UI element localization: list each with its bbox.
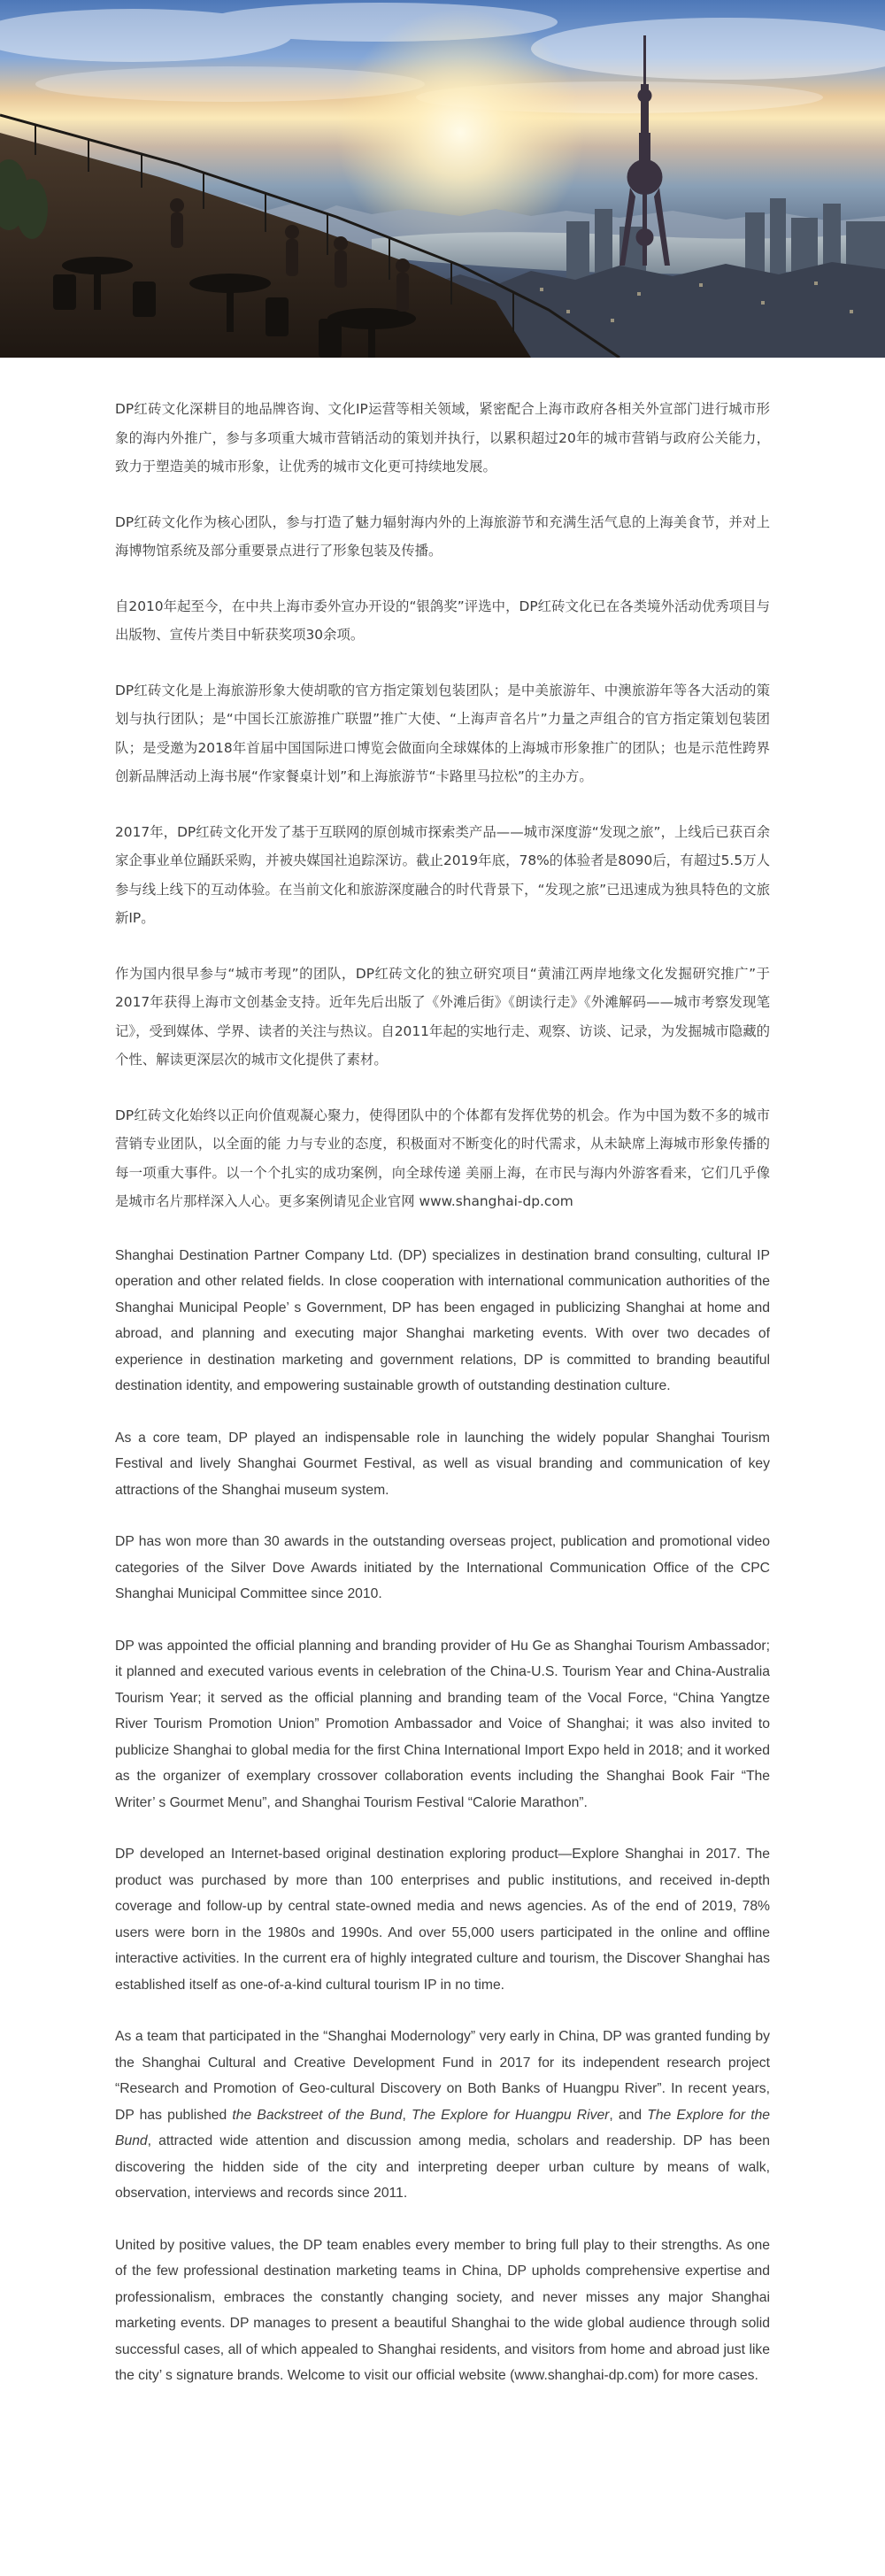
cn-paragraph: 作为国内很早参与“城市考现”的团队，DP红砖文化的独立研究项目“黄浦江两岸地缘文化发掘研究推广”于2017年获得上海市文创基金支持。近年先后出版了《外滩后街》《朗读行走》《外滩解码——城市考察发现笔记》，受到媒体、学界、读者的关注与热议。自2011年起的实地行走、观察、访谈、记录，为发掘城市隐藏的个性、解读更深层次的城市文化提供了素材。 <box>115 965 770 1068</box>
book-title: the Backstreet of the Bund <box>232 2107 403 2123</box>
en-text: , attracted wide attention and discussion among media, scholars and readership. DP has been discovering the hidden side of the city and interpreting deeper urban culture by means of walk, observation, interviews and records since 2011. <box>115 2133 770 2201</box>
en-paragraph: Shanghai Destination Partner Company Ltd. (DP) specializes in destination brand consulting, cultural IP operation and other related fields. In close cooperation with international communication authorities of the Shanghai Municipal People’ s Government, DP has been engaged in publicizing Shanghai at home and abroad, and planning and executing major Shanghai marketing events. With over two decades of experience in destination marketing and government relations, DP is committed to branding beautiful destination identity, and empowering sustainable growth of outstanding destination culture. <box>115 1247 770 1393</box>
en-paragraph: DP has won more than 30 awards in the outstanding overseas project, publication and promotional video categories of the Silver Dove Awards initiated by the International Communication Office of the CPC Shanghai Municipal Committee since 2010. <box>115 1534 770 1601</box>
cn-paragraph: 2017年，DP红砖文化开发了基于互联网的原创城市探索类产品——城市深度游“发现之旅”，上线后已获百余家企事业单位踊跃采购，并被央媒国社追踪深访。截止2019年底，78%的体验者是8090后，有超过5.5万人参与线上线下的互动体验。在当前文化和旅游深度融合的时代背景下，“发现之旅”已迅速成为独具特色的文旅新IP。 <box>115 823 770 926</box>
book-title: The Explore for the Bund <box>115 2107 771 2148</box>
cn-paragraph: 自2010年起至今，在中共上海市委外宣办开设的“银鸽奖”评选中，DP红砖文化已在各类境外活动优秀项目与出版物、宣传片类目中斩获奖项30余项。 <box>115 598 770 643</box>
en-text: , <box>402 2107 412 2123</box>
en-paragraph: DP developed an Internet-based original destination exploring product—Explore Shanghai in 2017. The product was purchased by more than 100 enterprises and public institutions, and received in-depth coverage and follow-up by central state-owned media and news agencies. As of the end of 2019, 78% users were born in the 1980s and 1990s. And over 55,000 users participated in the online and offline interactive activities. In the current era of highly integrated culture and tourism, the Discover Shanghai has established itself as one-of-a-kind cultural tourism IP in no time. <box>115 1847 770 1993</box>
cn-paragraph: DP红砖文化是上海旅游形象大使胡歌的官方指定策划包装团队；是中美旅游年、中澳旅游年等各大活动的策划与执行团队；是“中国长江旅游推广联盟”推广大使、“上海声音名片”力量之声组合的官方指定策划包装团队；是受邀为2018年首届中国国际进口博览会做面向全球媒体的上海城市形象推广的团队；也是示范性跨界创新品牌活动上海书展“作家餐桌计划”和上海旅游节“卡路里马拉松”的主办方。 <box>115 682 770 784</box>
en-paragraph: United by positive values, the DP team enables every member to bring full play to their strengths. As one of the few professional destination marketing teams in China, DP upholds comprehensive expertise and professionalism, embraces the constantly changing society, and never misses any major Shanghai marketing events. DP manages to present a beautiful Shanghai to the wide global audience through solid successful cases, all of which appealed to Shanghai residents, and visitors from home and abroad just like the city’ s signature brands. Welcome to visit our official website (www.shanghai-dp.com) for more cases. <box>115 2237 770 2383</box>
cn-paragraph: DP红砖文化深耕目的地品牌咨询、文化IP运营等相关领域，紧密配合上海市政府各相关外宣部门进行城市形象的海内外推广，参与多项重大城市营销活动的策划并执行，以累积超过20年的城市营销与政府公关能力，致力于塑造美的城市形象，让优秀的城市文化更可持续地发展。 <box>115 401 770 474</box>
en-text: , and <box>609 2107 648 2123</box>
book-title: The Explore for Huangpu River <box>411 2107 610 2123</box>
article-body <box>0 358 885 2389</box>
hero-photo <box>0 0 885 358</box>
cn-paragraph: DP红砖文化始终以正向价值观凝心聚力，使得团队中的个体都有发挥优势的机会。作为中国为数不多的城市营销专业团队，以全面的能 力与专业的态度，积极面对不断变化的时代需求，从未缺席上海城市形象传播的每一项重大事件。以一个个扎实的成功案例，向全球传递 美丽上海，在市民与海内外游客看来，它们几乎像是城市名片那样深入人心。更多案例请见企业官网 www.shanghai-dp.com <box>115 1107 770 1209</box>
en-paragraph <box>115 2024 770 2207</box>
english-section <box>115 1243 770 2389</box>
cn-paragraph: DP红砖文化作为核心团队，参与打造了魅力辐射海内外的上海旅游节和充满生活气息的上海美食节，并对上海博物馆系统及部分重要景点进行了形象包装及传播。 <box>115 513 770 559</box>
chinese-section <box>115 395 770 1216</box>
en-paragraph: DP was appointed the official planning and branding provider of Hu Ge as Shanghai Tourism Ambassador; it planned and executed various events in celebration of the China-U.S. Tourism Year and China-Australia Tourism Year; it served as the official planning and branding team of the Vocal Force, “China Yangtze River Tourism Promotion Union” Promotion Ambassador and Voice of Shanghai; it was also invited to publicize Shanghai to global media for the first China International Import Expo held in 2018; and it worked as the organizer of exemplary crossover collaboration events including the Shanghai Book Fair “The Writer’ s Gourmet Menu”, and Shanghai Tourism Festival “Calorie Marathon”. <box>115 1638 770 1810</box>
shanghai-skyline-illustration <box>0 0 885 358</box>
en-text: As a team that participated in the “Shanghai Modernology” very early in China, DP was granted funding by the Shanghai Cultural and Creative Development Fund in 2017 for its independent research project “Research and Promotion of Geo-cultural Discovery on Both Banks of Huangpu River”. In recent years, DP has published <box>115 2029 770 2123</box>
en-paragraph: As a core team, DP played an indispensable role in launching the widely popular Shanghai Tourism Festival and lively Shanghai Gourmet Festival, as well as visual branding and communication of key attractions of the Shanghai museum system. <box>115 1430 770 1498</box>
